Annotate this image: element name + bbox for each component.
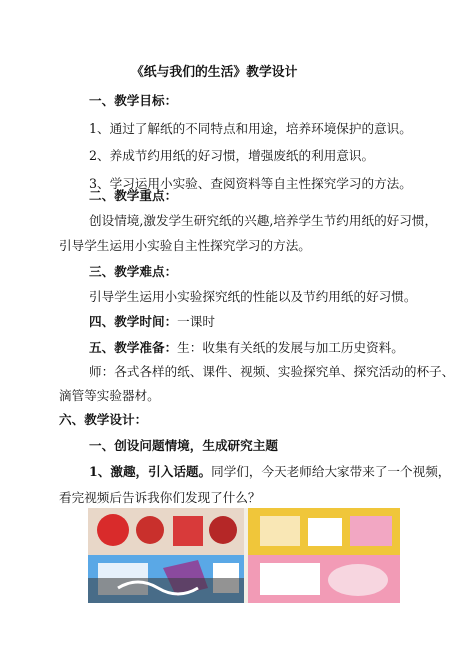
- section-heading-key-points: 二、教学重点：: [89, 188, 178, 203]
- collage-svg: [88, 508, 400, 603]
- section-heading-preparation: 五、教学准备：: [89, 340, 178, 355]
- section-heading-time: 四、教学时间：: [89, 314, 178, 329]
- objective-item-1: 1、通过了解纸的不同特点和用途，培养环境保护的意识。: [89, 121, 412, 136]
- preparation-students: 生：收集有关纸的发展与加工历史资料。: [177, 340, 404, 355]
- key-points-line-2: 引导学生运用小实验自主性探究学习的方法。: [59, 238, 311, 253]
- key-points-line-1: 创设情境,激发学生研究纸的兴趣,培养学生节约用纸的好习惯，: [89, 213, 438, 228]
- design-paragraph-1: [89, 463, 450, 481]
- document-title: 《纸与我们的生活》教学设计: [131, 65, 298, 80]
- preparation-teacher-line-1: 师：各式各样的纸、课件、视频、实验探究单、探究活动的杯子、: [89, 364, 455, 379]
- design-paragraph-line-2: 看完视频后告诉我你们发现了什么？: [59, 490, 261, 505]
- section-heading-objectives: 一、教学目标：: [89, 93, 178, 108]
- design-subheading-1: 一、创设问题情境，生成研究主题: [89, 438, 278, 453]
- teaching-time-row: [89, 313, 215, 331]
- design-paragraph-lead: 1、激趣，引入话题。: [89, 464, 212, 479]
- preparation-row: [89, 339, 404, 357]
- design-paragraph-text: 同学们，今天老师给大家带来了一个视频，: [211, 464, 451, 479]
- paper-crafts-collage-image: [88, 508, 400, 603]
- preparation-teacher-line-2: 滴管等实验器材。: [59, 388, 160, 403]
- section-heading-design: 六、教学设计：: [59, 412, 148, 427]
- teaching-time-value: 一课时: [177, 314, 215, 329]
- objective-item-2: 2、养成节约用纸的好习惯，增强废纸的利用意识。: [89, 148, 375, 163]
- section-heading-difficulties: 三、教学难点：: [89, 264, 178, 279]
- difficulties-line-1: 引导学生运用小实验探究纸的性能以及节约用纸的好习惯。: [89, 289, 417, 304]
- objective-item-3: 3、学习运用小实验、查阅资料等自主性探究学习的方法。: [89, 176, 412, 191]
